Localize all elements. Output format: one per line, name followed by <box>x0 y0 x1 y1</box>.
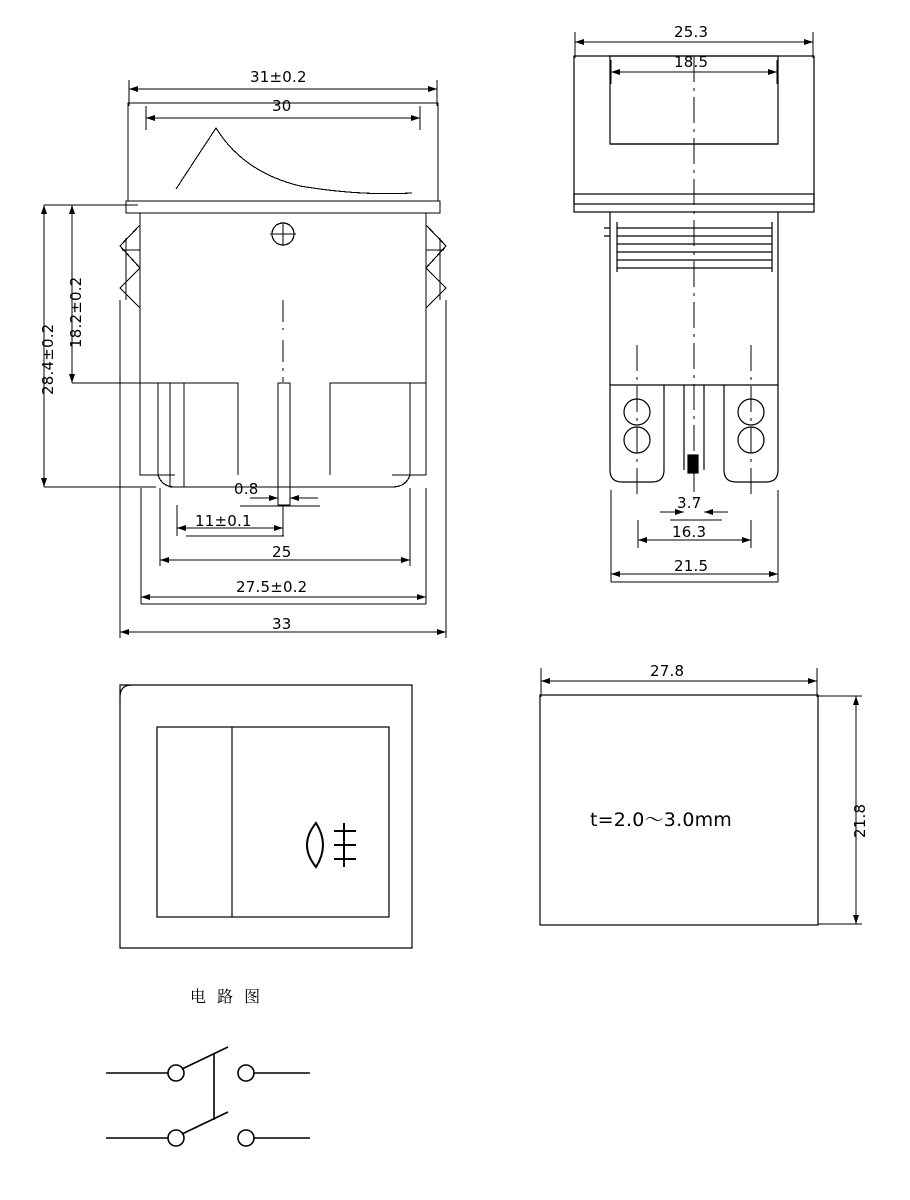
dim-terminal-thickness: 0.8 <box>234 480 259 498</box>
circuit-diagram-title: 电 路 图 <box>190 987 264 1006</box>
dim-side-depth-inner: 18.5 <box>674 53 709 71</box>
dim-terminal-pitch: 11±0.1 <box>195 512 252 530</box>
dim-side-body-depth: 21.5 <box>674 557 709 575</box>
dim-cutout-height: 21.8 <box>851 803 869 838</box>
dim-front-height-body: 18.2±0.2 <box>67 276 85 348</box>
dim-outer-width: 33 <box>272 615 292 633</box>
dim-cutout-width: 27.8 <box>650 662 685 680</box>
dim-flange-width: 27.5±0.2 <box>236 578 308 596</box>
dim-front-width-inner: 30 <box>272 97 292 115</box>
note-panel-thickness: t=2.0～3.0mm <box>590 809 733 831</box>
dim-side-depth-total: 25.3 <box>674 23 709 41</box>
dim-body-width-25: 25 <box>272 543 292 561</box>
dim-side-terminal-span: 16.3 <box>672 523 707 541</box>
dim-front-height-total: 28.4±0.2 <box>39 323 57 395</box>
dim-side-terminal-width: 3.7 <box>677 494 702 512</box>
dim-front-width-tol: 31±0.2 <box>250 68 307 86</box>
